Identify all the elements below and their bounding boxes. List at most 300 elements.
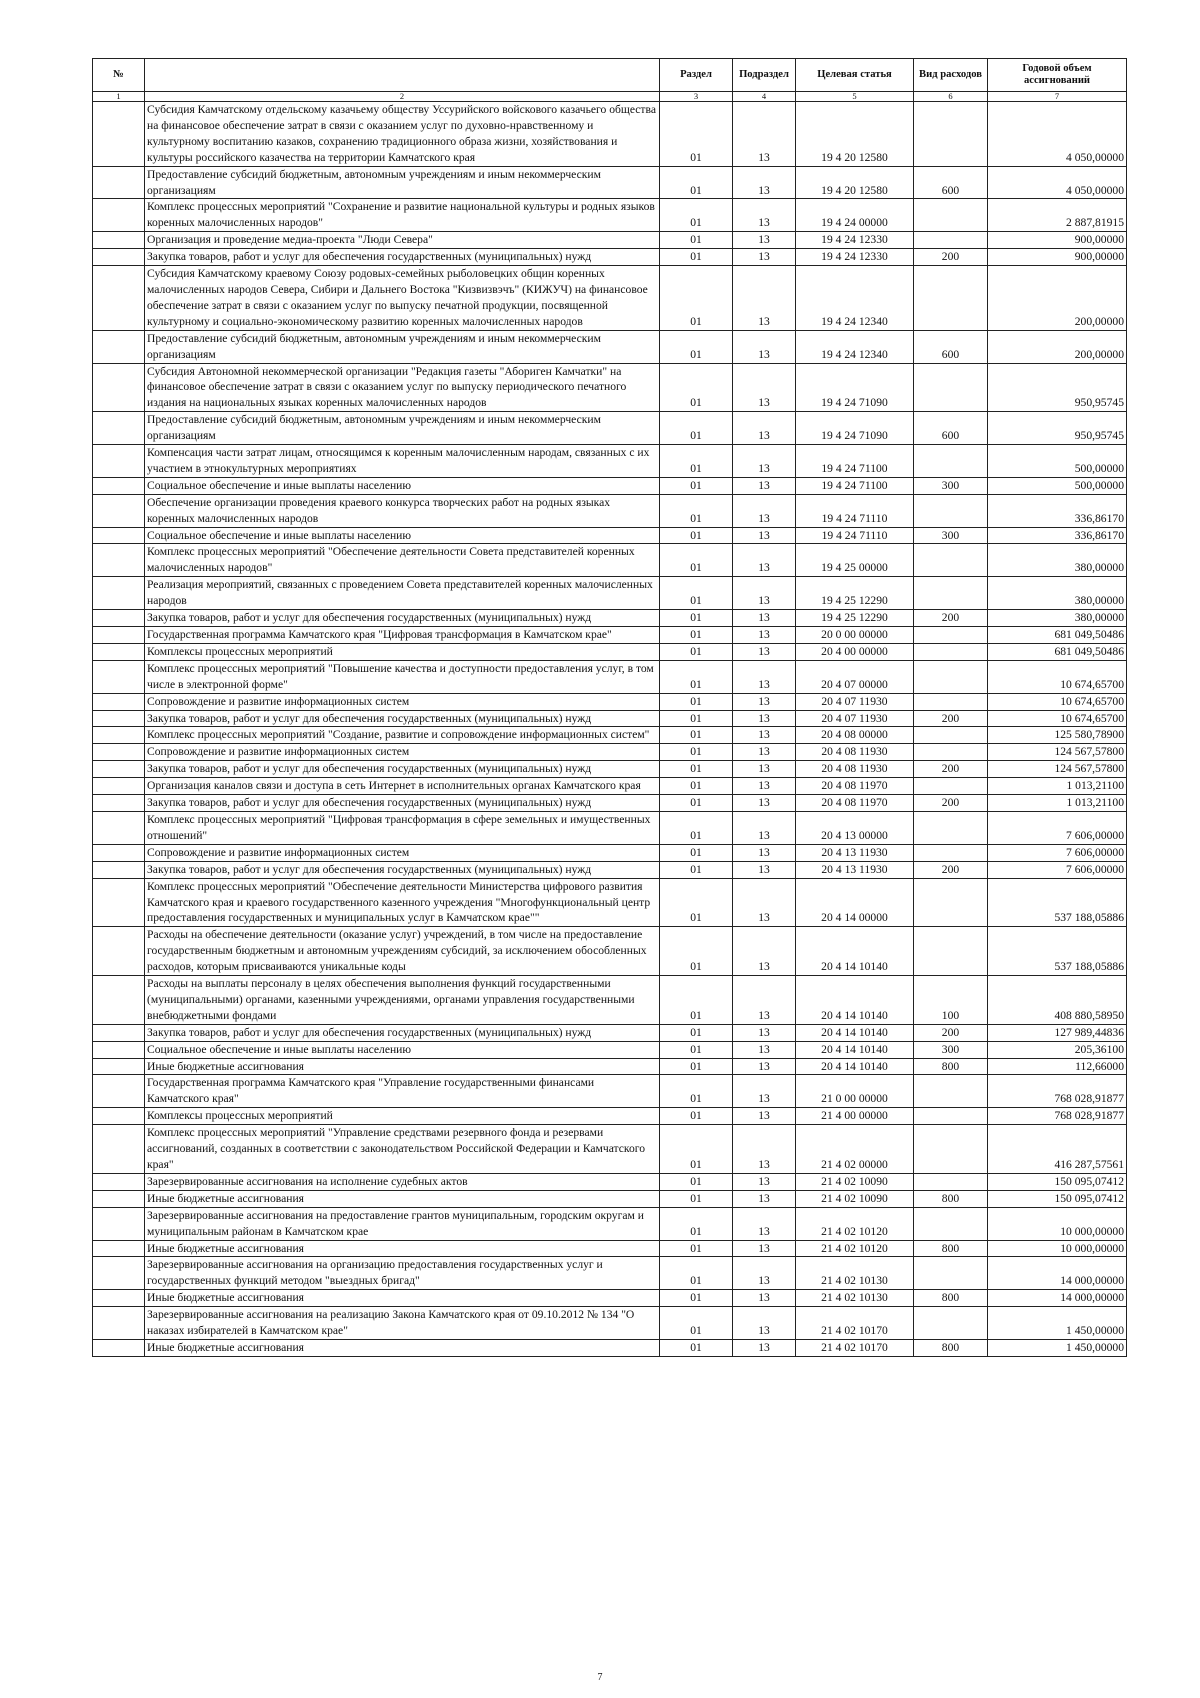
table-row — [93, 477, 1127, 494]
column-number: 4 — [733, 92, 796, 102]
row-expense-type-cell: 800 — [914, 1058, 988, 1075]
row-expense-type-cell — [914, 199, 988, 232]
row-target-article-cell: 20 4 14 10140 — [796, 1058, 914, 1075]
row-number-cell — [93, 976, 145, 1025]
row-razdel-cell: 01 — [660, 610, 733, 627]
row-podrazdel-cell: 13 — [733, 1058, 796, 1075]
row-target-article-cell: 19 4 24 00000 — [796, 199, 914, 232]
row-razdel-cell: 01 — [660, 1290, 733, 1307]
row-amount-cell: 200,00000 — [988, 330, 1127, 363]
row-amount-cell: 2 887,81915 — [988, 199, 1127, 232]
row-target-article-cell: 20 4 07 11930 — [796, 693, 914, 710]
row-number-cell — [93, 1108, 145, 1125]
row-expense-type-cell — [914, 1125, 988, 1174]
row-razdel-cell: 01 — [660, 727, 733, 744]
row-expense-type-cell — [914, 627, 988, 644]
table-row — [93, 544, 1127, 577]
row-number-cell — [93, 1041, 145, 1058]
table-row — [93, 330, 1127, 363]
row-name-cell: Организация каналов связи и доступа в сеть Интернет в исполнительных органах Камчатского края — [145, 778, 660, 795]
row-target-article-cell: 20 4 08 00000 — [796, 727, 914, 744]
row-razdel-cell: 01 — [660, 232, 733, 249]
row-name-cell: Обеспечение организации проведения краевого конкурса творческих работ на родных языках коренных малочисленных народов — [145, 494, 660, 527]
row-target-article-cell: 20 4 08 11970 — [796, 795, 914, 812]
row-number-cell — [93, 363, 145, 412]
table-row — [93, 1173, 1127, 1190]
row-name-cell: Иные бюджетные ассигнования — [145, 1290, 660, 1307]
row-amount-cell: 10 000,00000 — [988, 1240, 1127, 1257]
row-razdel-cell: 01 — [660, 1240, 733, 1257]
row-expense-type-cell — [914, 778, 988, 795]
row-podrazdel-cell: 13 — [733, 1257, 796, 1290]
row-podrazdel-cell: 13 — [733, 976, 796, 1025]
row-amount-cell: 537 188,05886 — [988, 878, 1127, 927]
row-target-article-cell: 19 4 24 71090 — [796, 363, 914, 412]
table-row — [93, 778, 1127, 795]
table-row — [93, 1190, 1127, 1207]
row-podrazdel-cell: 13 — [733, 249, 796, 266]
table-row — [93, 445, 1127, 478]
row-number-cell — [93, 927, 145, 976]
table-row — [93, 744, 1127, 761]
table-row — [93, 1290, 1127, 1307]
row-name-cell: Комплекс процессных мероприятий "Повышение качества и доступности предоставления услуг, в том числе в электронной форме" — [145, 660, 660, 693]
row-razdel-cell: 01 — [660, 102, 733, 167]
row-number-cell — [93, 1190, 145, 1207]
row-number-cell — [93, 811, 145, 844]
row-podrazdel-cell: 13 — [733, 494, 796, 527]
row-name-cell: Организация и проведение медиа-проекта "Люди Севера" — [145, 232, 660, 249]
row-razdel-cell: 01 — [660, 445, 733, 478]
row-target-article-cell: 20 4 07 11930 — [796, 710, 914, 727]
row-amount-cell: 768 028,91877 — [988, 1108, 1127, 1125]
row-number-cell — [93, 330, 145, 363]
row-podrazdel-cell: 13 — [733, 232, 796, 249]
column-number: 5 — [796, 92, 914, 102]
row-expense-type-cell: 800 — [914, 1190, 988, 1207]
row-number-cell — [93, 761, 145, 778]
row-razdel-cell: 01 — [660, 627, 733, 644]
row-amount-cell: 150 095,07412 — [988, 1173, 1127, 1190]
row-amount-cell: 380,00000 — [988, 610, 1127, 627]
column-number: 7 — [988, 92, 1127, 102]
row-target-article-cell: 20 4 14 00000 — [796, 878, 914, 927]
row-target-article-cell: 21 4 02 10090 — [796, 1173, 914, 1190]
row-target-article-cell: 19 4 24 12340 — [796, 266, 914, 331]
row-razdel-cell: 01 — [660, 744, 733, 761]
row-amount-cell: 125 580,78900 — [988, 727, 1127, 744]
row-number-cell — [93, 795, 145, 812]
row-amount-cell: 10 674,65700 — [988, 660, 1127, 693]
row-target-article-cell: 19 4 20 12580 — [796, 102, 914, 167]
row-razdel-cell: 01 — [660, 1190, 733, 1207]
row-expense-type-cell — [914, 811, 988, 844]
row-razdel-cell: 01 — [660, 577, 733, 610]
row-expense-type-cell: 300 — [914, 527, 988, 544]
row-podrazdel-cell: 13 — [733, 627, 796, 644]
row-target-article-cell: 19 4 24 71100 — [796, 477, 914, 494]
table-row — [93, 1307, 1127, 1340]
row-expense-type-cell: 100 — [914, 976, 988, 1025]
row-amount-cell: 500,00000 — [988, 477, 1127, 494]
row-target-article-cell: 19 4 25 12290 — [796, 610, 914, 627]
row-podrazdel-cell: 13 — [733, 693, 796, 710]
header-target-article: Целевая статья — [796, 59, 914, 92]
row-razdel-cell: 01 — [660, 643, 733, 660]
row-razdel-cell: 01 — [660, 1307, 733, 1340]
row-amount-cell: 950,95745 — [988, 363, 1127, 412]
row-number-cell — [93, 710, 145, 727]
row-target-article-cell: 21 4 02 10120 — [796, 1207, 914, 1240]
row-name-cell: Комплекс процессных мероприятий "Сохранение и развитие национальной культуры и родных языков коренных малочисленных народов" — [145, 199, 660, 232]
row-name-cell: Субсидия Автономной некоммерческой организации "Редакция газеты "Абориген Камчатки" на финансовое обеспечение затрат в связи с оказанием услуг по выпуску периодического печатного издания на национальных языках коренных малочисленных народов — [145, 363, 660, 412]
row-razdel-cell: 01 — [660, 927, 733, 976]
row-amount-cell: 14 000,00000 — [988, 1257, 1127, 1290]
table-row — [93, 1207, 1127, 1240]
row-name-cell: Социальное обеспечение и иные выплаты населению — [145, 1041, 660, 1058]
row-expense-type-cell: 200 — [914, 761, 988, 778]
header-podrazdel: Подраздел — [733, 59, 796, 92]
row-podrazdel-cell: 13 — [733, 1173, 796, 1190]
row-number-cell — [93, 1257, 145, 1290]
row-expense-type-cell: 600 — [914, 412, 988, 445]
header-razdel: Раздел — [660, 59, 733, 92]
row-expense-type-cell — [914, 660, 988, 693]
row-expense-type-cell — [914, 1108, 988, 1125]
row-razdel-cell: 01 — [660, 477, 733, 494]
row-podrazdel-cell: 13 — [733, 266, 796, 331]
column-numbers-row — [93, 92, 1127, 102]
table-row — [93, 761, 1127, 778]
row-expense-type-cell: 800 — [914, 1290, 988, 1307]
row-amount-cell: 10 674,65700 — [988, 693, 1127, 710]
row-name-cell: Компенсация части затрат лицам, относящимся к коренным малочисленным народам, связанных с их участием в этнокультурных мероприятиях — [145, 445, 660, 478]
row-razdel-cell: 01 — [660, 761, 733, 778]
table-row — [93, 811, 1127, 844]
row-expense-type-cell: 300 — [914, 1041, 988, 1058]
row-podrazdel-cell: 13 — [733, 1075, 796, 1108]
row-target-article-cell: 19 4 24 71090 — [796, 412, 914, 445]
row-target-article-cell: 21 4 02 10170 — [796, 1307, 914, 1340]
table-row — [93, 727, 1127, 744]
row-podrazdel-cell: 13 — [733, 861, 796, 878]
row-target-article-cell: 19 4 24 71100 — [796, 445, 914, 478]
table-row — [93, 660, 1127, 693]
row-podrazdel-cell: 13 — [733, 330, 796, 363]
row-expense-type-cell — [914, 1207, 988, 1240]
row-name-cell: Закупка товаров, работ и услуг для обеспечения государственных (муниципальных) нужд — [145, 710, 660, 727]
row-name-cell: Закупка товаров, работ и услуг для обеспечения государственных (муниципальных) нужд — [145, 610, 660, 627]
row-amount-cell: 7 606,00000 — [988, 844, 1127, 861]
row-podrazdel-cell: 13 — [733, 445, 796, 478]
row-amount-cell: 336,86170 — [988, 494, 1127, 527]
table-row — [93, 1257, 1127, 1290]
row-name-cell: Закупка товаров, работ и услуг для обеспечения государственных (муниципальных) нужд — [145, 761, 660, 778]
table-row — [93, 878, 1127, 927]
row-target-article-cell: 20 4 13 11930 — [796, 844, 914, 861]
table-row — [93, 412, 1127, 445]
row-number-cell — [93, 1207, 145, 1240]
row-target-article-cell: 20 4 13 11930 — [796, 861, 914, 878]
row-name-cell: Сопровождение и развитие информационных систем — [145, 744, 660, 761]
row-podrazdel-cell: 13 — [733, 727, 796, 744]
row-number-cell — [93, 232, 145, 249]
table-row — [93, 363, 1127, 412]
table-row — [93, 627, 1127, 644]
row-razdel-cell: 01 — [660, 266, 733, 331]
row-number-cell — [93, 412, 145, 445]
row-podrazdel-cell: 13 — [733, 927, 796, 976]
row-number-cell — [93, 878, 145, 927]
row-amount-cell: 900,00000 — [988, 232, 1127, 249]
table-row — [93, 199, 1127, 232]
table-row — [93, 1125, 1127, 1174]
row-podrazdel-cell: 13 — [733, 1024, 796, 1041]
row-name-cell: Иные бюджетные ассигнования — [145, 1190, 660, 1207]
table-row — [93, 1041, 1127, 1058]
row-podrazdel-cell: 13 — [733, 166, 796, 199]
row-podrazdel-cell: 13 — [733, 1240, 796, 1257]
row-amount-cell: 112,66000 — [988, 1058, 1127, 1075]
row-number-cell — [93, 199, 145, 232]
row-podrazdel-cell: 13 — [733, 878, 796, 927]
row-number-cell — [93, 249, 145, 266]
row-amount-cell: 7 606,00000 — [988, 811, 1127, 844]
row-amount-cell: 950,95745 — [988, 412, 1127, 445]
row-name-cell: Зарезервированные ассигнования на организацию предоставления государственных услуг и государственных функций методом "выездных бригад" — [145, 1257, 660, 1290]
row-podrazdel-cell: 13 — [733, 710, 796, 727]
row-name-cell: Иные бюджетные ассигнования — [145, 1240, 660, 1257]
row-target-article-cell: 20 4 14 10140 — [796, 1041, 914, 1058]
table-row — [93, 249, 1127, 266]
row-name-cell: Расходы на выплаты персоналу в целях обеспечения выполнения функций государственными (муниципальными) органами, казенными учреждениями, органами управления государственными внебюджетными фондами — [145, 976, 660, 1025]
row-podrazdel-cell: 13 — [733, 643, 796, 660]
row-number-cell — [93, 1290, 145, 1307]
row-target-article-cell: 21 4 02 10120 — [796, 1240, 914, 1257]
row-number-cell — [93, 1125, 145, 1174]
column-number: 1 — [93, 92, 145, 102]
row-expense-type-cell: 200 — [914, 610, 988, 627]
table-row — [93, 710, 1127, 727]
row-number-cell — [93, 1075, 145, 1108]
row-name-cell: Комплекс процессных мероприятий "Создание, развитие и сопровождение информационных систем" — [145, 727, 660, 744]
row-target-article-cell: 20 4 08 11930 — [796, 744, 914, 761]
row-amount-cell: 10 000,00000 — [988, 1207, 1127, 1240]
row-razdel-cell: 01 — [660, 1125, 733, 1174]
row-name-cell: Комплекс процессных мероприятий "Обеспечение деятельности Совета представителей коренных малочисленных народов" — [145, 544, 660, 577]
row-razdel-cell: 01 — [660, 976, 733, 1025]
row-target-article-cell: 19 4 24 12340 — [796, 330, 914, 363]
row-razdel-cell: 01 — [660, 199, 733, 232]
row-expense-type-cell — [914, 844, 988, 861]
row-razdel-cell: 01 — [660, 412, 733, 445]
row-amount-cell: 10 674,65700 — [988, 710, 1127, 727]
row-podrazdel-cell: 13 — [733, 412, 796, 445]
row-name-cell: Реализация мероприятий, связанных с проведением Совета представителей коренных малочисленных народов — [145, 577, 660, 610]
row-expense-type-cell — [914, 1075, 988, 1108]
row-razdel-cell: 01 — [660, 861, 733, 878]
row-amount-cell: 500,00000 — [988, 445, 1127, 478]
row-razdel-cell: 01 — [660, 778, 733, 795]
row-number-cell — [93, 1307, 145, 1340]
row-razdel-cell: 01 — [660, 1108, 733, 1125]
row-name-cell: Предоставление субсидий бюджетным, автономным учреждениям и иным некоммерческим организациям — [145, 412, 660, 445]
row-target-article-cell: 20 4 07 00000 — [796, 660, 914, 693]
row-target-article-cell: 19 4 25 00000 — [796, 544, 914, 577]
row-expense-type-cell — [914, 927, 988, 976]
row-expense-type-cell: 300 — [914, 477, 988, 494]
row-expense-type-cell — [914, 445, 988, 478]
row-podrazdel-cell: 13 — [733, 795, 796, 812]
row-podrazdel-cell: 13 — [733, 1290, 796, 1307]
row-number-cell — [93, 627, 145, 644]
row-target-article-cell: 19 4 24 12330 — [796, 249, 914, 266]
row-razdel-cell: 01 — [660, 1058, 733, 1075]
column-number: 2 — [145, 92, 660, 102]
row-name-cell: Предоставление субсидий бюджетным, автономным учреждениям и иным некоммерческим организациям — [145, 166, 660, 199]
row-number-cell — [93, 1173, 145, 1190]
row-target-article-cell: 20 4 00 00000 — [796, 643, 914, 660]
row-number-cell — [93, 1024, 145, 1041]
table-row — [93, 1058, 1127, 1075]
row-razdel-cell: 01 — [660, 166, 733, 199]
row-razdel-cell: 01 — [660, 1041, 733, 1058]
row-expense-type-cell — [914, 363, 988, 412]
row-podrazdel-cell: 13 — [733, 577, 796, 610]
row-amount-cell: 7 606,00000 — [988, 861, 1127, 878]
row-podrazdel-cell: 13 — [733, 811, 796, 844]
row-podrazdel-cell: 13 — [733, 544, 796, 577]
row-amount-cell: 408 880,58950 — [988, 976, 1127, 1025]
row-name-cell: Комплекс процессных мероприятий "Обеспечение деятельности Министерства цифрового развития Камчатского края и краевого государственного казенного учреждения "Многофункциональный центр предоставления государственных и муниципальных услуг в Камчатском крае"" — [145, 878, 660, 927]
row-podrazdel-cell: 13 — [733, 477, 796, 494]
row-target-article-cell: 20 4 14 10140 — [796, 976, 914, 1025]
row-target-article-cell: 20 0 00 00000 — [796, 627, 914, 644]
row-name-cell: Комплексы процессных мероприятий — [145, 643, 660, 660]
row-amount-cell: 4 050,00000 — [988, 166, 1127, 199]
row-podrazdel-cell: 13 — [733, 744, 796, 761]
header-number: № — [93, 59, 145, 92]
row-expense-type-cell — [914, 1307, 988, 1340]
table-row — [93, 693, 1127, 710]
row-amount-cell: 150 095,07412 — [988, 1190, 1127, 1207]
row-podrazdel-cell: 13 — [733, 1207, 796, 1240]
row-target-article-cell: 21 0 00 00000 — [796, 1075, 914, 1108]
row-expense-type-cell — [914, 577, 988, 610]
row-amount-cell: 124 567,57800 — [988, 761, 1127, 778]
table-row — [93, 1339, 1127, 1356]
table-row — [93, 643, 1127, 660]
row-target-article-cell: 21 4 02 00000 — [796, 1125, 914, 1174]
row-razdel-cell: 01 — [660, 795, 733, 812]
row-number-cell — [93, 660, 145, 693]
row-target-article-cell: 20 4 14 10140 — [796, 1024, 914, 1041]
row-number-cell — [93, 266, 145, 331]
row-expense-type-cell: 600 — [914, 166, 988, 199]
row-expense-type-cell: 200 — [914, 249, 988, 266]
row-number-cell — [93, 445, 145, 478]
row-amount-cell: 4 050,00000 — [988, 102, 1127, 167]
row-expense-type-cell — [914, 1257, 988, 1290]
row-number-cell — [93, 744, 145, 761]
row-podrazdel-cell: 13 — [733, 199, 796, 232]
row-target-article-cell: 21 4 02 10090 — [796, 1190, 914, 1207]
table-row — [93, 976, 1127, 1025]
row-name-cell: Комплекс процессных мероприятий "Цифровая трансформация в сфере земельных и имущественных отношений" — [145, 811, 660, 844]
row-podrazdel-cell: 13 — [733, 761, 796, 778]
row-razdel-cell: 01 — [660, 693, 733, 710]
row-number-cell — [93, 102, 145, 167]
row-amount-cell: 124 567,57800 — [988, 744, 1127, 761]
row-expense-type-cell: 200 — [914, 795, 988, 812]
table-row — [93, 927, 1127, 976]
row-amount-cell: 1 013,21100 — [988, 778, 1127, 795]
table-body — [93, 102, 1127, 1357]
row-amount-cell: 14 000,00000 — [988, 1290, 1127, 1307]
row-razdel-cell: 01 — [660, 811, 733, 844]
row-expense-type-cell — [914, 744, 988, 761]
row-podrazdel-cell: 13 — [733, 102, 796, 167]
row-number-cell — [93, 778, 145, 795]
row-expense-type-cell — [914, 102, 988, 167]
table-row — [93, 1075, 1127, 1108]
row-name-cell: Иные бюджетные ассигнования — [145, 1339, 660, 1356]
row-number-cell — [93, 727, 145, 744]
row-name-cell: Комплексы процессных мероприятий — [145, 1108, 660, 1125]
row-name-cell: Сопровождение и развитие информационных систем — [145, 844, 660, 861]
row-amount-cell: 205,36100 — [988, 1041, 1127, 1058]
row-razdel-cell: 01 — [660, 1257, 733, 1290]
row-target-article-cell: 19 4 25 12290 — [796, 577, 914, 610]
column-number: 6 — [914, 92, 988, 102]
row-expense-type-cell — [914, 643, 988, 660]
row-razdel-cell: 01 — [660, 363, 733, 412]
row-name-cell: Закупка товаров, работ и услуг для обеспечения государственных (муниципальных) нужд — [145, 795, 660, 812]
header-name — [145, 59, 660, 92]
row-target-article-cell: 20 4 13 00000 — [796, 811, 914, 844]
row-name-cell: Закупка товаров, работ и услуг для обеспечения государственных (муниципальных) нужд — [145, 861, 660, 878]
row-name-cell: Субсидия Камчатскому краевому Союзу родовых-семейных рыболовецких общин коренных малочисленных народов Севера, Сибири и Дальнего Востока "Кизвизвэчъ" (КИЖУЧ) на финансовое обеспечение затрат в связи с оказанием услуг по выпуску печатной продукции, посвященной культурному и социально-экономическому развитию коренных малочисленных народов — [145, 266, 660, 331]
row-razdel-cell: 01 — [660, 1075, 733, 1108]
table-row — [93, 844, 1127, 861]
row-target-article-cell: 21 4 02 10170 — [796, 1339, 914, 1356]
row-amount-cell: 200,00000 — [988, 266, 1127, 331]
row-name-cell: Социальное обеспечение и иные выплаты населению — [145, 477, 660, 494]
row-podrazdel-cell: 13 — [733, 527, 796, 544]
row-number-cell — [93, 166, 145, 199]
row-amount-cell: 900,00000 — [988, 249, 1127, 266]
row-expense-type-cell: 800 — [914, 1339, 988, 1356]
row-expense-type-cell — [914, 878, 988, 927]
row-amount-cell: 1 013,21100 — [988, 795, 1127, 812]
table-row — [93, 166, 1127, 199]
row-target-article-cell: 21 4 00 00000 — [796, 1108, 914, 1125]
row-target-article-cell: 20 4 14 10140 — [796, 927, 914, 976]
row-podrazdel-cell: 13 — [733, 1125, 796, 1174]
row-amount-cell: 380,00000 — [988, 544, 1127, 577]
row-name-cell: Сопровождение и развитие информационных систем — [145, 693, 660, 710]
row-expense-type-cell: 200 — [914, 710, 988, 727]
row-amount-cell: 380,00000 — [988, 577, 1127, 610]
table-row — [93, 577, 1127, 610]
row-number-cell — [93, 477, 145, 494]
row-amount-cell: 681 049,50486 — [988, 627, 1127, 644]
row-expense-type-cell — [914, 494, 988, 527]
row-number-cell — [93, 1240, 145, 1257]
row-expense-type-cell — [914, 1173, 988, 1190]
row-razdel-cell: 01 — [660, 249, 733, 266]
row-amount-cell: 416 287,57561 — [988, 1125, 1127, 1174]
